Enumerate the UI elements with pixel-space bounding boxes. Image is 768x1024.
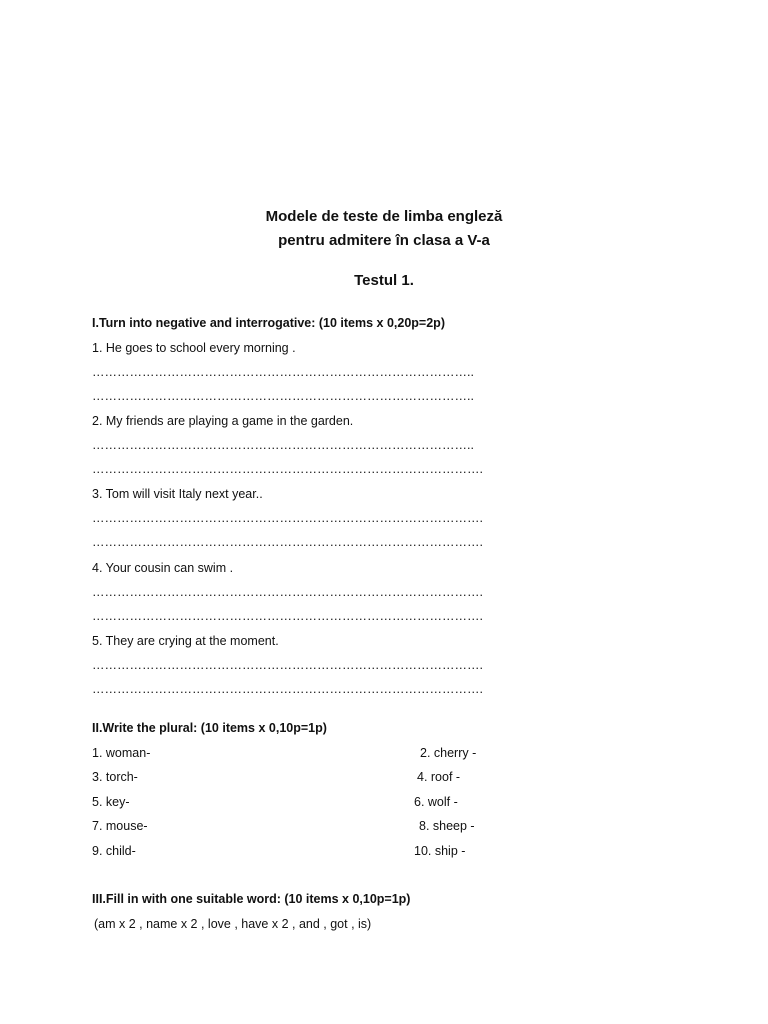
section2-heading: II.Write the plural: (10 items x 0,10p=1p) (92, 721, 327, 735)
section1-item4-answer-line1[interactable]: …………………………………………………………………………………. (92, 585, 483, 599)
section1-item3-answer-line2[interactable]: …………………………………………………………………………………. (92, 535, 483, 549)
section3-word-bank: (am x 2 , name x 2 , love , have x 2 , and , got , is) (94, 917, 372, 931)
section1-item5-answer-line2[interactable]: …………………………………………………………………………………. (92, 682, 483, 696)
plural-item-4: 4. roof - (417, 770, 461, 784)
plural-item-3: 3. torch- (92, 770, 138, 784)
plural-item-10: 10. ship - (414, 844, 466, 858)
section1-item4-sentence: 4. Your cousin can swim . (92, 561, 234, 575)
section1-item1-sentence: 1. He goes to school every morning . (92, 341, 296, 355)
plural-item-9: 9. child- (92, 844, 136, 858)
section1-item3-answer-line1[interactable]: …………………………………………………………………………………. (92, 511, 483, 525)
section1-item2-answer-line1[interactable]: ……………………………………………………………………………….. (92, 438, 474, 452)
section1-item3-sentence: 3. Tom will visit Italy next year.. (92, 487, 263, 501)
document-title-line2: pentru admitere în clasa a V-a (278, 232, 490, 249)
plural-item-7: 7. mouse- (92, 819, 148, 833)
section1-item1-answer-line2[interactable]: ……………………………………………………………………………….. (92, 389, 474, 403)
section1-item4-answer-line2[interactable]: …………………………………………………………………………………. (92, 609, 483, 623)
section1-item5-answer-line1[interactable]: …………………………………………………………………………………. (92, 658, 483, 672)
plural-item-2: 2. cherry - (420, 746, 477, 760)
document-title-line1: Modele de teste de limba engleză (265, 208, 503, 225)
section3-heading: III.Fill in with one suitable word: (10 items x 0,10p=1p) (92, 892, 411, 906)
section1-item2-sentence: 2. My friends are playing a game in the garden. (92, 414, 354, 428)
section1-item1-answer-line1[interactable]: ……………………………………………………………………………….. (92, 365, 474, 379)
plural-item-1: 1. woman- (92, 746, 151, 760)
plural-item-8: 8. sheep - (419, 819, 475, 833)
section1-heading: I.Turn into negative and interrogative: (10 items x 0,20p=2p) (92, 316, 445, 330)
test-title: Testul 1. (354, 272, 414, 289)
plural-item-5: 5. key- (92, 795, 130, 809)
section1-item5-sentence: 5. They are crying at the moment. (92, 634, 279, 648)
plural-item-6: 6. wolf - (414, 795, 458, 809)
section1-item2-answer-line2[interactable]: …………………………………………………………………………………. (92, 462, 483, 476)
